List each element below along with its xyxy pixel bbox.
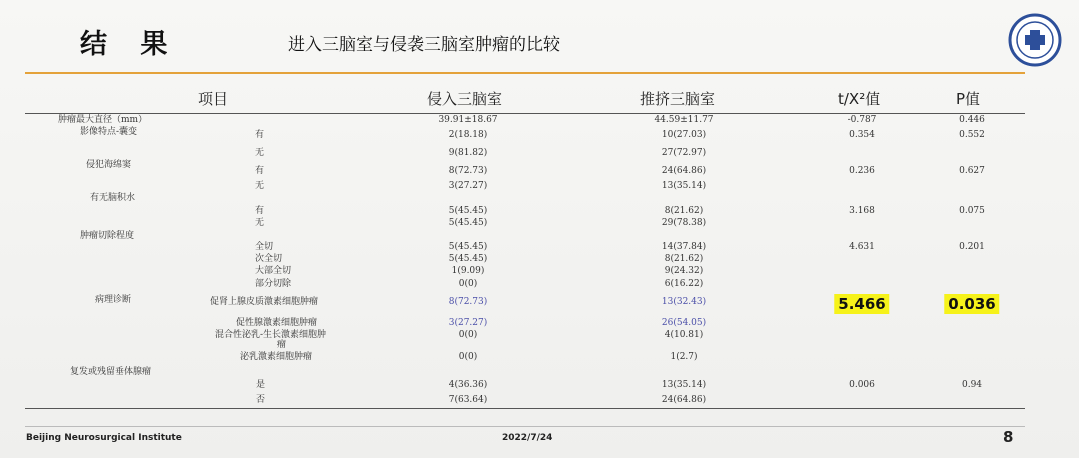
cell-c2: 5(45.45) xyxy=(448,206,488,216)
table-bottom-rule xyxy=(25,408,1025,409)
table-row xyxy=(0,367,1079,381)
cell-c2: 39.91±18.67 xyxy=(438,115,498,125)
cell-c4: -0.787 xyxy=(847,115,877,125)
row-label: 瘤 xyxy=(277,340,287,350)
cell-c3: 13(35.14) xyxy=(661,380,707,390)
cell-c4 xyxy=(834,295,889,313)
row-label: 混合性泌乳-生长激素细胞肿 xyxy=(215,330,327,340)
cell-c4: 0.354 xyxy=(849,130,875,140)
row-label: 次全切 xyxy=(255,254,283,264)
row-label: 大部全切 xyxy=(255,266,292,276)
header-divider xyxy=(25,113,1025,114)
footer-date: 2022/7/24 xyxy=(502,433,553,443)
cell-c3: 24(64.86) xyxy=(661,395,707,405)
cell-c5: 0.94 xyxy=(961,380,983,390)
row-label: 无 xyxy=(255,218,265,228)
col-header-p: P值 xyxy=(956,90,981,108)
cell-c3: 10(27.03) xyxy=(661,130,707,140)
table-row xyxy=(0,279,1079,293)
cell-c3: 26(54.05) xyxy=(661,318,707,328)
cell-c3: 1(2.7) xyxy=(670,352,698,362)
row-label: 是 xyxy=(256,380,266,390)
row-label: 影像特点-囊变 xyxy=(80,127,138,137)
cell-c2: 8(72.73) xyxy=(448,297,488,307)
col-header-push: 推挤三脑室 xyxy=(640,90,716,108)
cell-c3: 13(35.14) xyxy=(661,181,707,191)
slide-subtitle: 进入三脑室与侵袭三脑室肿瘤的比较 xyxy=(288,35,560,55)
cell-c3: 14(37.84) xyxy=(661,242,707,252)
cell-c2: 5(45.45) xyxy=(448,242,488,252)
cell-c3: 9(24.32) xyxy=(664,266,704,276)
table-row xyxy=(0,330,1079,350)
cell-c2: 5(45.45) xyxy=(448,254,488,264)
col-header-t-chi: t/X²值 xyxy=(838,90,881,108)
table-row xyxy=(0,130,1079,144)
cell-c2: 9(81.82) xyxy=(448,148,488,158)
cell-c2: 1(9.09) xyxy=(451,266,485,276)
cell-c5: 0.446 xyxy=(959,115,985,125)
cell-c3: 8(21.62) xyxy=(664,206,704,216)
row-label: 促性腺激素细胞肿瘤 xyxy=(236,318,318,328)
cell-c4: 3.168 xyxy=(849,206,875,216)
cell-c5: 0.627 xyxy=(959,166,985,176)
page-number: 8 xyxy=(1003,428,1014,446)
row-label: 复发或残留垂体腺瘤 xyxy=(70,367,152,377)
row-label: 泌乳激素细胞肿瘤 xyxy=(240,352,313,362)
cell-c3: 24(64.86) xyxy=(661,166,707,176)
cell-c3: 8(21.62) xyxy=(664,254,704,264)
cell-c3: 44.59±11.77 xyxy=(654,115,714,125)
row-label: 有 xyxy=(255,206,265,216)
col-header-item: 项目 xyxy=(198,90,229,108)
row-label: 否 xyxy=(256,395,266,405)
cell-c2: 3(27.27) xyxy=(448,181,488,191)
cell-c3: 13(32.43) xyxy=(661,297,707,307)
row-label: 无 xyxy=(255,148,265,158)
cell-c2: 0(0) xyxy=(458,352,478,362)
cell-c2: 0(0) xyxy=(458,330,478,340)
footer-institute: Beijing Neurosurgical Institute xyxy=(26,433,182,443)
cell-c2: 7(63.64) xyxy=(448,395,488,405)
table-row xyxy=(0,166,1079,180)
cell-c3: 27(72.97) xyxy=(661,148,707,158)
highlighted-t-value: 5.466 xyxy=(834,294,889,314)
cell-c5: 0.201 xyxy=(959,242,985,252)
cell-c2: 8(72.73) xyxy=(448,166,488,176)
row-label: 侵犯海绵窦 xyxy=(86,160,132,170)
table-row xyxy=(0,297,1079,311)
row-label: 无 xyxy=(255,181,265,191)
table-row xyxy=(0,395,1079,409)
row-label: 病理诊断 xyxy=(95,295,132,305)
cell-c3: 4(10.81) xyxy=(664,330,704,340)
table-row xyxy=(0,352,1079,366)
table-row xyxy=(0,218,1079,232)
table-row xyxy=(0,266,1079,280)
cell-c5 xyxy=(944,295,999,313)
cell-c2: 0(0) xyxy=(458,279,478,289)
table-row xyxy=(0,193,1079,207)
institute-logo-icon xyxy=(1008,13,1062,67)
title-divider xyxy=(25,72,1025,74)
cell-c2: 3(27.27) xyxy=(448,318,488,328)
highlighted-p-value: 0.036 xyxy=(944,294,999,314)
row-label: 肿瘤最大直径（mm） xyxy=(58,115,148,125)
cell-c3: 29(78.38) xyxy=(661,218,707,228)
cell-c5: 0.075 xyxy=(959,206,985,216)
cell-c3: 6(16.22) xyxy=(664,279,704,289)
footer-divider xyxy=(25,426,1025,427)
slide-title: 结 果 xyxy=(80,29,180,60)
row-label: 全切 xyxy=(255,242,274,252)
cell-c4: 0.006 xyxy=(849,380,875,390)
row-label: 有 xyxy=(255,166,265,176)
cell-c4: 4.631 xyxy=(849,242,875,252)
cell-c4: 0.236 xyxy=(849,166,875,176)
row-label: 部分切除 xyxy=(255,279,292,289)
cell-c2: 5(45.45) xyxy=(448,218,488,228)
row-label: 肿瘤切除程度 xyxy=(80,231,135,241)
col-header-invade: 侵入三脑室 xyxy=(427,90,503,108)
row-label: 有 xyxy=(255,130,265,140)
table-row xyxy=(0,380,1079,394)
cell-c2: 4(36.36) xyxy=(448,380,488,390)
cell-c5: 0.552 xyxy=(959,130,985,140)
cell-c2: 2(18.18) xyxy=(448,130,488,140)
row-label: 有无脑积水 xyxy=(90,193,136,203)
row-label: 促肾上腺皮质激素细胞肿瘤 xyxy=(210,297,319,307)
